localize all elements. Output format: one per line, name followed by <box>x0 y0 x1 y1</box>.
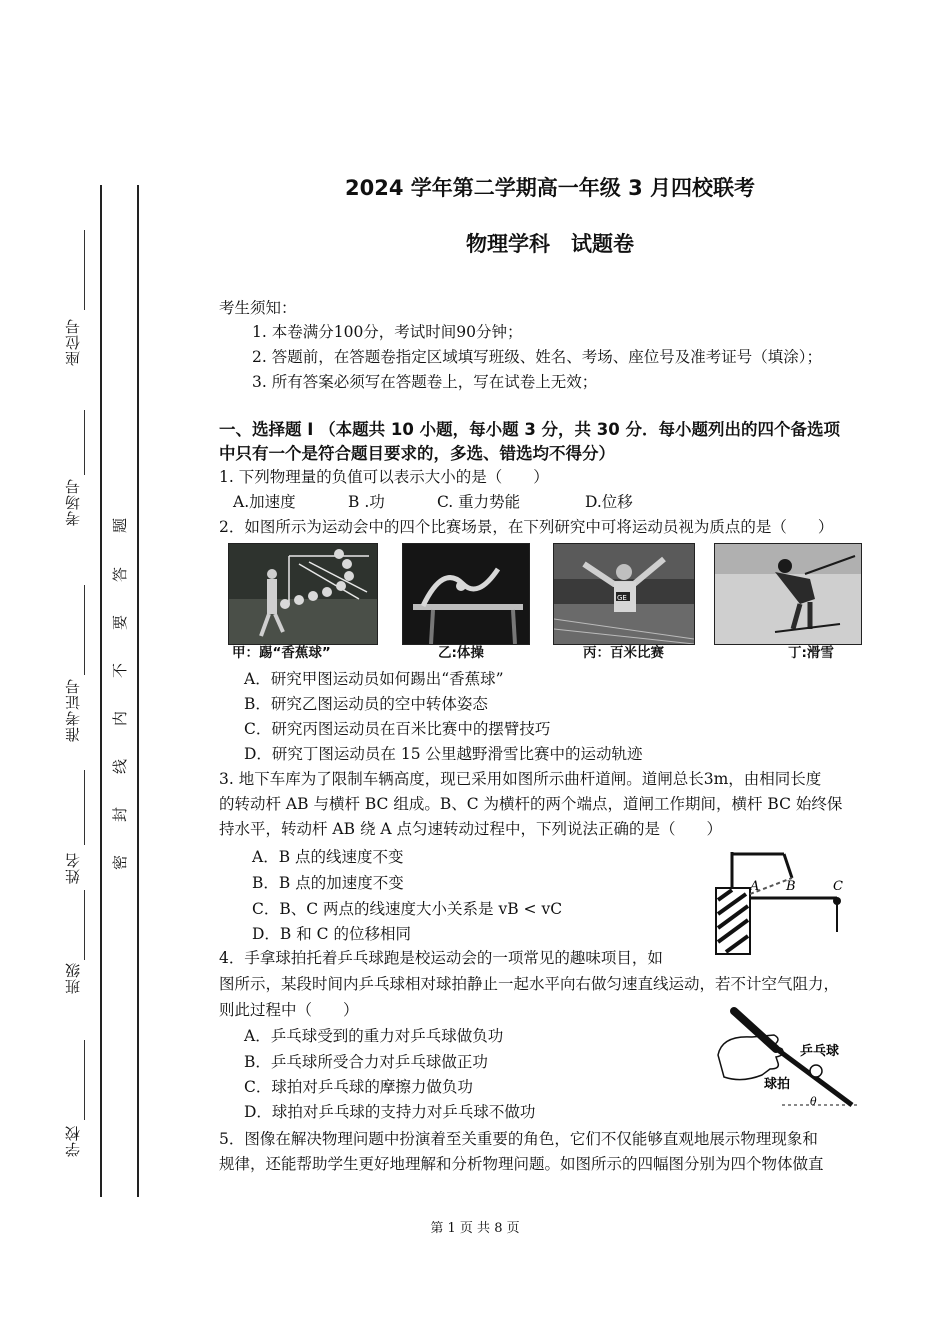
sprint-photo <box>553 543 695 645</box>
seal-char: 内 <box>111 710 130 727</box>
point-b-label: B <box>786 879 796 894</box>
notice-item: 1. 本卷满分100分，考试时间90分钟； <box>252 323 523 341</box>
q2-option: A．研究甲图运动员如何踢出“香蕉球” <box>244 670 504 688</box>
paddle-ball-figure <box>712 1005 862 1115</box>
q4-option: C．球拍对乒乓球的摩擦力做负功 <box>244 1078 473 1096</box>
seal-char: 要 <box>111 614 130 631</box>
q4-option: D．球拍对乒乓球的支持力对乒乓球不做功 <box>244 1103 536 1121</box>
seal-char: 不 <box>111 662 130 679</box>
school-blank <box>84 1040 85 1120</box>
q2-option: B．研究乙图运动员的空中转体姿态 <box>244 695 488 713</box>
school-label: 学校 <box>64 1125 82 1157</box>
angle-label: θ <box>810 1095 817 1108</box>
admission-number-blank <box>84 585 85 675</box>
question-3-line: 3. 地下车库为了限制车辆高度，现已采用如图所示曲杆道闸。道闸总长3m，由相同长度 <box>219 770 822 788</box>
bib-tag: GE <box>617 594 627 602</box>
seal-char: 密 <box>111 854 130 871</box>
name-label: 姓名 <box>64 852 82 884</box>
binding-line-outer <box>100 185 102 1197</box>
binding-line-inner <box>137 185 139 1197</box>
exam-room-blank <box>84 410 85 475</box>
class-blank <box>84 890 85 960</box>
seal-char: 封 <box>111 806 130 823</box>
skiing-photo <box>714 543 862 645</box>
notice-item: 2. 答题前，在答题卷指定区域填写班级、姓名、考场、座位号及准考证号（填涂）； <box>252 348 822 366</box>
question-5-line: 规律，还能帮助学生更好地理解和分析物理问题。如图所示的四幅图分别为四个物体做直 <box>219 1155 824 1173</box>
q3-option: B．B 点的加速度不变 <box>252 874 404 892</box>
section-heading: 一、选择题 Ⅰ （本题共 10 小题，每小题 3 分，共 30 分．每小题列出的四个备选项 <box>219 420 840 439</box>
q1-option: A.加速度 <box>233 493 296 511</box>
exam-title: 2024 学年第二学期高一年级 3 月四校联考 <box>345 176 755 200</box>
question-4-line: 图所示，某段时间内乒乓球相对球拍静止一起水平向右做匀速直线运动，若不计空气阻力， <box>219 975 840 993</box>
q2-option: D．研究丁图运动员在 15 公里越野滑雪比赛中的运动轨迹 <box>244 745 643 763</box>
q3-option: C．B、C 两点的线速度大小关系是 vB < vC <box>252 900 563 918</box>
q3-option: A．B 点的线速度不变 <box>252 848 404 866</box>
gymnastics-photo <box>402 543 530 645</box>
seal-char: 答 <box>111 566 130 583</box>
seal-char: 题 <box>111 517 130 534</box>
paddle-label: 球拍 <box>764 1077 791 1092</box>
page-footer: 第 1 页 共 8 页 <box>430 1221 520 1236</box>
q1-option: D.位移 <box>585 493 633 511</box>
q3-option: D．B 和 C 的位移相同 <box>252 925 411 943</box>
point-c-label: C <box>833 879 843 894</box>
exam-subtitle: 物理学科 试题卷 <box>466 232 634 256</box>
section-heading: 中只有一个是符合题目要求的，多选、错选均不得分） <box>219 444 615 463</box>
admission-number-label: 准考证号 <box>64 678 82 742</box>
question-4-line: 4．手拿球拍托着乒乓球跑是校运动会的一项常见的趣味项目，如 <box>219 949 663 967</box>
name-blank <box>84 770 85 845</box>
ping-pong-ball-label: 乒乓球 <box>800 1044 840 1059</box>
soccer-photo <box>228 543 378 645</box>
question-5-line: 5．图像在解决物理问题中扮演着至关重要的角色，它们不仅能够直观地展示物理现象和 <box>219 1130 818 1148</box>
question-4-line: 则此过程中（ ） <box>219 1001 359 1019</box>
question-3-line: 的转动杆 AB 与横杆 BC 组成。B、C 为横杆的两个端点，道闸工作期间，横杆 BC 始终保 <box>219 795 843 813</box>
photo-caption: 丙：百米比赛 <box>583 645 664 661</box>
exam-room-label: 考场号 <box>64 478 82 526</box>
q4-option: B．乒乓球所受合力对乒乓球做正功 <box>244 1053 488 1071</box>
notice-heading: 考生须知： <box>219 299 297 317</box>
q1-option: C. 重力势能 <box>437 493 521 511</box>
photo-caption: 乙:体操 <box>438 645 484 661</box>
point-a-label: A <box>750 879 760 894</box>
photo-caption: 甲：踢“香蕉球” <box>232 645 331 661</box>
notice-item: 3. 所有答案必须写在答题卷上，写在试卷上无效； <box>252 373 598 391</box>
seal-char: 线 <box>111 758 130 775</box>
q2-option: C．研究丙图运动员在百米比赛中的摆臂技巧 <box>244 720 551 738</box>
q1-option: B .功 <box>348 493 385 511</box>
q4-option: A．乒乓球受到的重力对乒乓球做负功 <box>244 1027 504 1045</box>
class-label: 班级 <box>64 962 82 994</box>
photo-caption: 丁:滑雪 <box>788 645 834 661</box>
question-1-stem: 1. 下列物理量的负值可以表示大小的是（ ） <box>219 468 549 486</box>
question-3-line: 持水平，转动杆 AB 绕 A 点匀速转动过程中，下列说法正确的是（ ） <box>219 820 722 838</box>
question-2-stem: 2．如图所示为运动会中的四个比赛场景，在下列研究中可将运动员视为质点的是（ ） <box>219 518 834 536</box>
barrier-gate-figure <box>712 846 852 956</box>
seat-number-label: 座位号 <box>64 318 82 366</box>
